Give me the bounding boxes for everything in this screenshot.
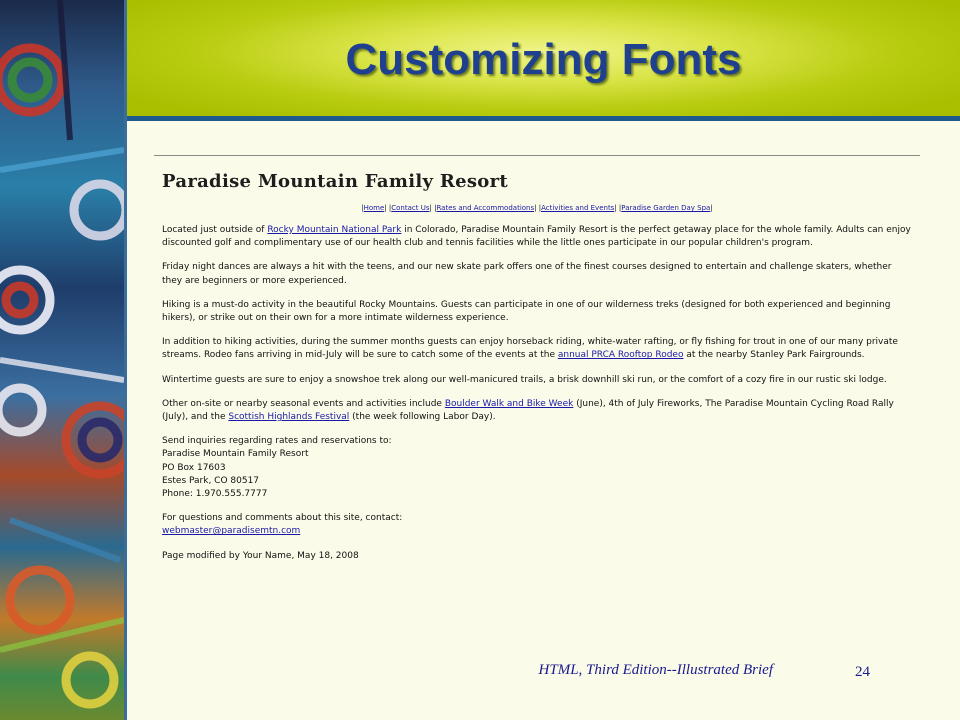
webpage-screenshot [154,155,920,633]
address-block: Send inquiries regarding rates and reservations to: Paradise Mountain Family Resort PO Box 17603 Estes Park, CO 80517 Phone: 1.970.555.7777 [162,436,392,500]
link-boulder-walk[interactable]: Boulder Walk and Bike Week [444,398,574,409]
link-rodeo[interactable]: annual PRCA Rooftop Rodeo [557,350,684,361]
nav-link-activities[interactable]: Activities and Events [541,204,615,212]
contact-block: For questions and comments about this site, contact: webmaster@paradisemtn.com [162,513,403,537]
paragraph-intro: Located just outside of Rocky Mountain National Park in Colorado, Paradise Mountain Family Resort is the perfect getaway place for the whole family. Adults can enjoy discounted golf and complimentary use of our health club and tennis facilities while the little ones participate in our popular children's program. [162,225,911,249]
paragraph-hiking: Hiking is a must-do activity in the beautiful Rocky Mountains. Guests can participate in one of our wilderness treks (designed for both experienced and beginning hikers), or strike out on their own for a more intimate wilderness experience. [162,299,891,324]
link-scottish-festival[interactable]: Scottish Highlands Festival [228,412,350,423]
paragraph-events: Other on-site or nearby seasonal events and activities include Boulder Walk and Bike Week (June), 4th of July Fireworks, The Paradise Mountain Cycling Road Rally (July), and the Scottish Highlands Festival (the week following Labor Day). [162,398,894,423]
link-webmaster-email[interactable]: webmaster@paradisemtn.com [162,526,301,537]
nav-link-spa[interactable]: Paradise Garden Day Spa [621,204,711,212]
site-nav: |Home| |Contact Us| |Rates and Accommodations| |Activities and Events| |Paradise Garden Day Spa| [361,204,713,212]
paragraph-summer: In addition to hiking activities, during the summer months guests can enjoy horseback riding, white-water rafting, or fly fishing for trout in one of our many private streams. Rodeo fans arriving in mid-July will be sure to catch some of the events at the annual PRCA Rooftop Rodeo at the nearby Stanley Park Fairgrounds. [162,337,898,361]
modified-note: Page modified by Your Name, May 18, 2008 [162,550,359,561]
slide-footer: HTML, Third Edition--Illustrated Brief [538,662,773,678]
slide-page-number: 24 [855,664,870,680]
nav-link-contact[interactable]: Contact Us [391,204,430,212]
painting-graphic [0,0,124,720]
nav-link-home[interactable]: Home [363,204,385,212]
link-rocky-mountain-park[interactable]: Rocky Mountain National Park [267,225,402,235]
paragraph-winter: Wintertime guests are sure to enjoy a snowshoe trek along our well-manicured trails, a brisk downhill ski run, or the comfort of a cozy fire in our rustic ski lodge. [162,374,887,385]
slide-title: Customizing Fonts [345,35,742,84]
decorative-painting [0,0,124,720]
nav-link-rates[interactable]: Rates and Accommodations [436,204,535,212]
title-rule [127,116,960,121]
site-heading: Paradise Mountain Family Resort [162,171,508,192]
paragraph-teens: Friday night dances are always a hit with the teens, and our new skate park offers one of the finest courses designed to entertain and challenge skaters, whether they are beginners or more experienced. [162,262,892,286]
